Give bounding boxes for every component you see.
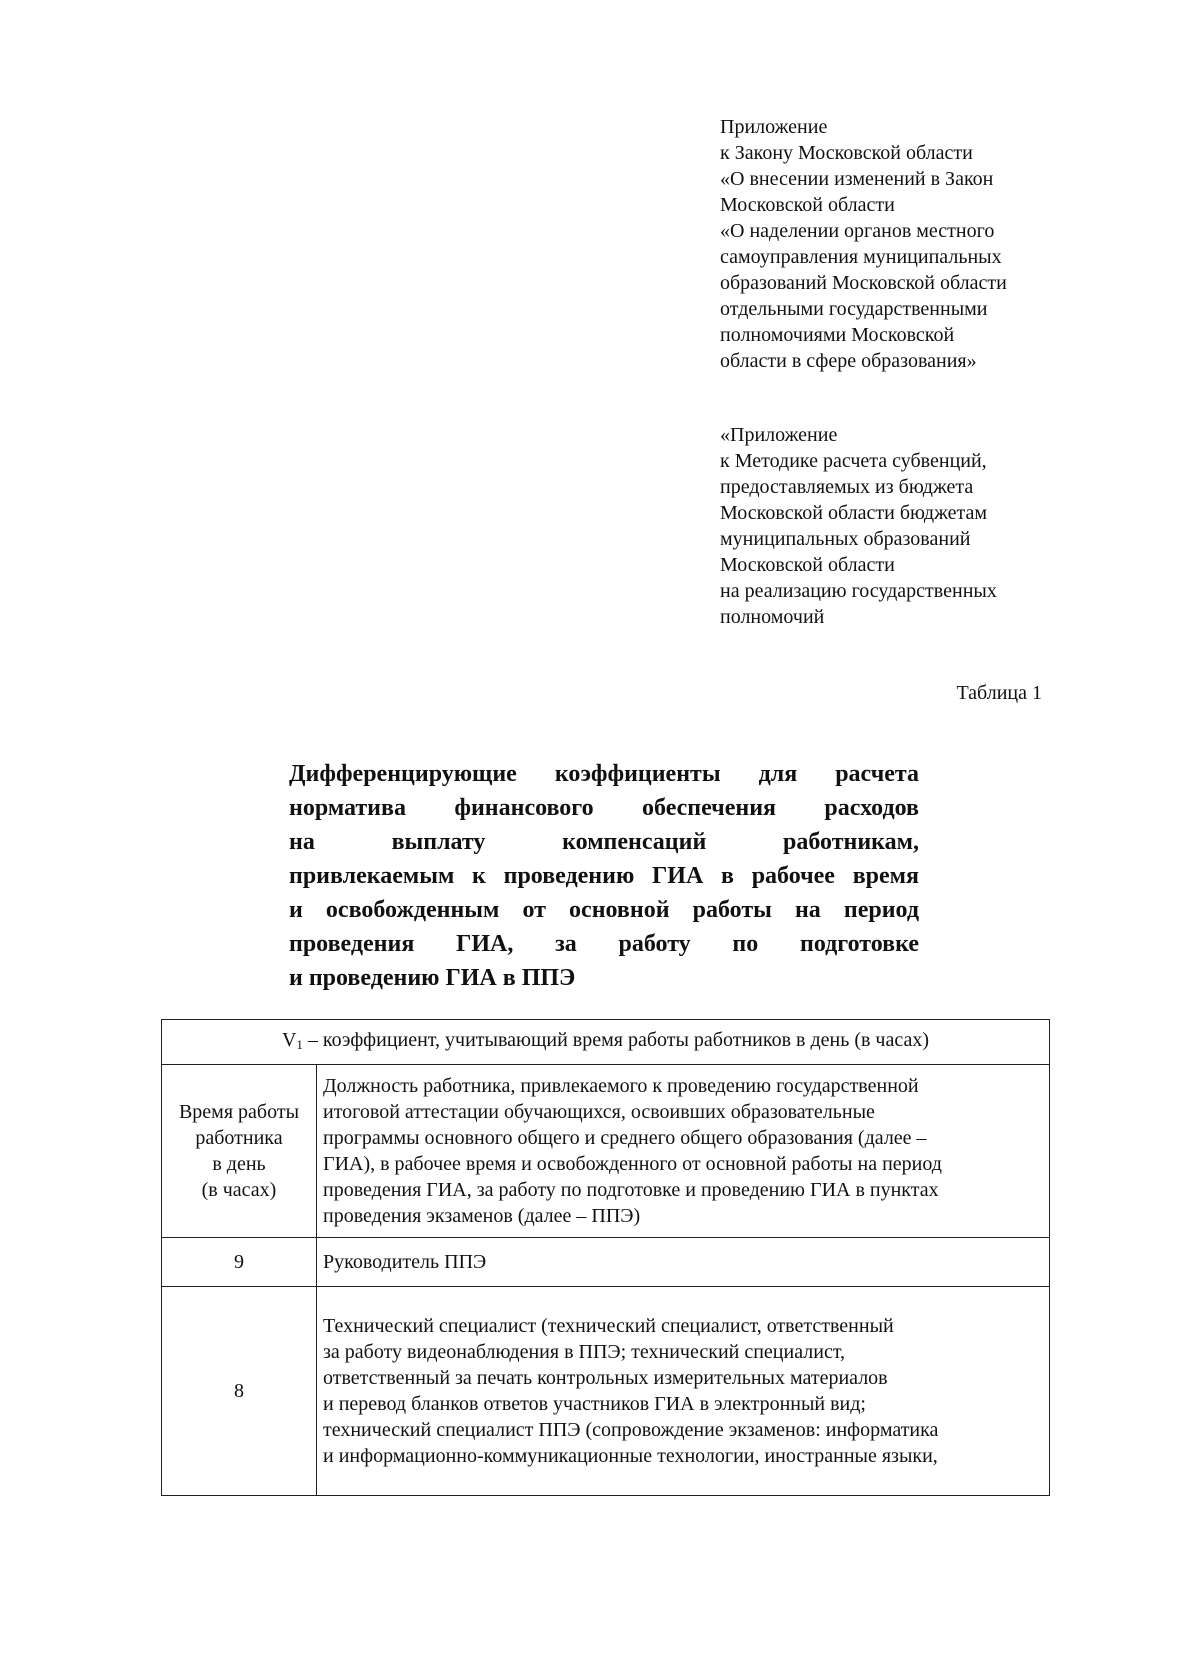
heading-line: проведения ГИА, за работу по подготовке	[289, 931, 919, 957]
document-heading	[289, 757, 919, 995]
annex-law-line: Приложение	[720, 116, 828, 138]
position-line: Руководитель ППЭ	[323, 1251, 487, 1273]
annex-method-line: Московской области бюджетам	[720, 502, 988, 524]
hours-cell: 9	[162, 1238, 317, 1287]
position-header-line: итоговой аттестации обучающихся, освоивших образовательные	[323, 1101, 875, 1123]
position-header-line: проведения экзаменов (далее – ППЭ)	[323, 1205, 641, 1227]
annex-method-line: «Приложение	[720, 424, 838, 446]
hours-cell: 8	[162, 1287, 317, 1496]
annex-law-line: полномочиями Московской	[720, 324, 955, 346]
position-line: технический специалист ППЭ (сопровождение экзаменов: информатика	[323, 1419, 939, 1441]
hours-column-header	[162, 1065, 317, 1238]
coefficient-table	[161, 1019, 1050, 1496]
position-column-header	[317, 1065, 1050, 1238]
position-cell	[317, 1238, 1050, 1287]
table-row	[162, 1287, 1050, 1496]
position-header-line: ГИА), в рабочее время и освобожденного от основной работы на период	[323, 1153, 942, 1175]
caption-symbol: V	[281, 1028, 297, 1051]
heading-line: и освобожденным от основной работы на период	[289, 897, 919, 923]
table-caption	[162, 1020, 1050, 1065]
position-header-line: проведения ГИА, за работу по подготовке и проведению ГИА в пунктах	[323, 1179, 939, 1201]
hours-header-line: Время работы	[178, 1101, 300, 1123]
position-line: ответственный за печать контрольных измерительных материалов	[323, 1367, 888, 1389]
hours-header-line: работника	[195, 1127, 283, 1149]
annex-method-block	[720, 422, 1080, 630]
annex-method-line: Московской области	[720, 554, 895, 576]
heading-line: Дифференцирующие коэффициенты для расчета	[289, 761, 919, 787]
annex-law-line: «О наделении органов местного	[720, 220, 995, 242]
position-line: за работу видеонаблюдения в ППЭ; технический специалист,	[323, 1341, 846, 1363]
position-cell	[317, 1287, 1050, 1496]
annex-method-line: полномочий	[720, 606, 825, 628]
annex-method-line: предоставляемых из бюджета	[720, 476, 974, 498]
caption-subscript: 1	[296, 1036, 303, 1052]
annex-law-line: самоуправления муниципальных	[720, 246, 1002, 268]
hours-header-line: в день	[212, 1153, 266, 1175]
heading-line: и проведению ГИА в ППЭ	[289, 965, 576, 991]
annex-law-line: области в сфере образования»	[720, 350, 977, 372]
heading-line: на выплату компенсаций работникам,	[289, 829, 919, 855]
annex-law-line: Московской области	[720, 194, 895, 216]
hours-header-line: (в часах)	[201, 1179, 277, 1201]
annex-law-line: отдельными государственными	[720, 298, 988, 320]
position-header-line: программы основного общего и среднего общего образования (далее –	[323, 1127, 927, 1149]
annex-method-line: муниципальных образований	[720, 528, 971, 550]
position-header-line: Должность работника, привлекаемого к проведению государственной	[323, 1075, 919, 1097]
table-header-row	[162, 1065, 1050, 1238]
position-line: Технический специалист (технический специалист, ответственный	[323, 1315, 894, 1337]
annex-law-line: образований Московской области	[720, 272, 1007, 294]
annex-method-line: на реализацию государственных	[720, 580, 997, 602]
annex-law-block	[720, 114, 1080, 374]
table-row	[162, 1238, 1050, 1287]
caption-text: – коэффициент, учитывающий время работы работников в день (в часах)	[302, 1028, 930, 1051]
position-line: и перевод бланков ответов участников ГИА в электронный вид;	[323, 1393, 866, 1415]
position-line: и информационно-коммуникационные технологии, иностранные языки,	[323, 1445, 938, 1467]
heading-line: привлекаемым к проведению ГИА в рабочее время	[289, 863, 919, 889]
annex-law-line: «О внесении изменений в Закон	[720, 168, 994, 190]
annex-law-line: к Закону Московской области	[720, 142, 973, 164]
heading-line: норматива финансового обеспечения расходов	[289, 795, 919, 821]
table-caption-row	[162, 1020, 1050, 1065]
table-number: Таблица 1	[956, 682, 1042, 704]
annex-method-line: к Методике расчета субвенций,	[720, 450, 987, 472]
